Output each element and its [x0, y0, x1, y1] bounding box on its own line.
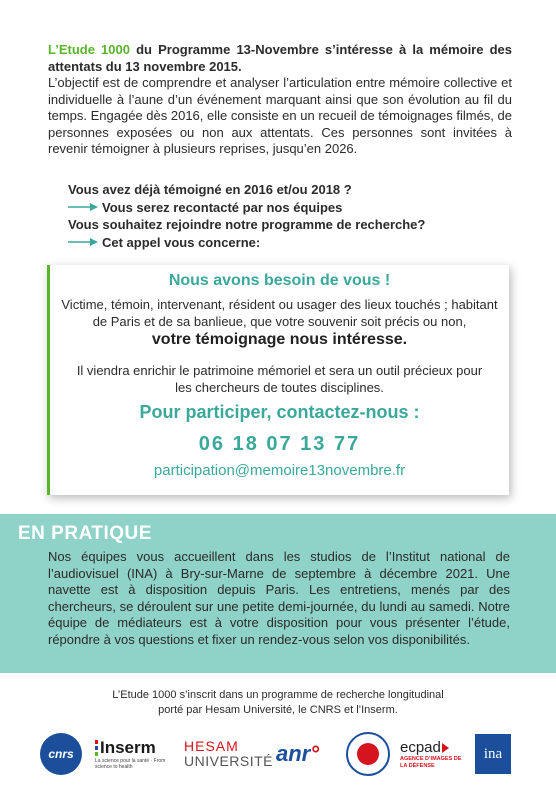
question-2: Vous souhaitez rejoindre notre programme de recherche? — [68, 217, 426, 232]
footer-line-1: L’Etude 1000 s’inscrit dans un programme de recherche longitudinal — [112, 689, 444, 701]
inserm-mark-icon — [95, 739, 98, 757]
inserm-tagline: La science pour la santé · From science to health — [95, 758, 166, 770]
play-triangle-icon — [442, 743, 449, 753]
questions-section — [68, 181, 488, 251]
callout-emphasis: votre témoignage nous intéresse. — [151, 331, 408, 348]
footer-note — [60, 688, 496, 718]
intro-lead — [48, 42, 512, 75]
callout-audience: Victime, témoin, intervenant, résident ou usager des lieux touchés ; habitant de Paris et de sa banlieue, que votre souvenir soit précis ou non, — [61, 297, 498, 329]
ecpad-logo-text: ecpad — [400, 739, 441, 756]
round-seal-logo — [340, 730, 396, 778]
practical-text: Nos équipes vous accueillent dans les studios de l’Institut national de l’audiovisuel (INA) à Bry-sur-Marne de septembre à décembre 2021. Une navette est à disposition depuis Paris. Les entretiens, menés par des chercheurs, se déroulent sur une petite demi-journée, du lundi au samedi. Notre équipe de médiateurs est à votre disposition pour vous présenter l’étude, répondre à vos questions et fixer un rendez-vous selon vos disponibilités. — [48, 549, 510, 647]
arrow-right-icon — [68, 237, 98, 247]
anr-logo: anr ° — [276, 741, 320, 766]
call-to-action-box — [47, 265, 509, 495]
callout-purpose: Il viendra enrichir le patrimoine mémoriel et sera un outil précieux pour les chercheurs de toutes disciplines. — [76, 363, 483, 395]
cnrs-logo-text: cnrs — [48, 747, 74, 761]
ecpad-logo — [400, 730, 470, 778]
anr-logo-text: anr — [276, 741, 311, 766]
footer-line-2: porté par Hesam Université, le CNRS et l’Inserm. — [158, 704, 398, 716]
intro-paragraph: L’objectif est de comprendre et analyser l’articulation entre mémoire collective et individuelle à l’aune d’un événement marquant ainsi que son évolution au fil du temps. Engagée dès 2016, elle consiste en un recueil de témoignages filmés, de personnes exposées ou non aux attentats. Ces personnes sont invitées à revenir témoigner à plusieurs reprises, jusqu’en 2026. — [48, 75, 512, 156]
partner-logos — [0, 730, 556, 778]
answer-1 — [68, 199, 488, 217]
practical-heading: EN PRATIQUE — [18, 523, 152, 544]
cnrs-logo — [40, 730, 88, 778]
contact-phone[interactable]: 06 18 07 13 77 — [198, 433, 361, 455]
contact-email-link[interactable]: participation@memoire13novembre.fr — [153, 462, 406, 479]
hesam-logo — [184, 730, 274, 778]
intro-lead-text: du Programme 13-Novembre s’intéresse à la mémoire des attentats du 13 novembre 2015. — [48, 42, 512, 74]
answer-1-text: Vous serez recontacté par nos équipes — [102, 199, 343, 215]
ina-logo-text: ina — [483, 745, 503, 762]
ina-logo — [474, 730, 512, 778]
ecpad-tagline: AGENCE D’IMAGES DE LA DÉFENSE — [400, 756, 462, 769]
arrow-right-icon — [68, 202, 98, 212]
callout-title: Nous avons besoin de vous ! — [168, 272, 391, 289]
study-name: L’Etude 1000 — [48, 42, 130, 57]
hesam-logo-subtext: UNIVERSITÉ — [184, 753, 274, 769]
practical-info-band — [0, 514, 556, 673]
inserm-logo — [95, 730, 175, 778]
answer-2 — [68, 234, 488, 252]
answer-2-text: Cet appel vous concerne: — [102, 234, 261, 250]
inserm-logo-text: Inserm — [100, 738, 156, 757]
intro-section — [48, 42, 512, 158]
contact-heading: Pour participer, contactez-nous : — [139, 402, 420, 422]
question-1: Vous avez déjà témoigné en 2016 et/ou 2018 ? — [68, 182, 352, 197]
hesam-logo-text: HESAM — [184, 738, 239, 754]
